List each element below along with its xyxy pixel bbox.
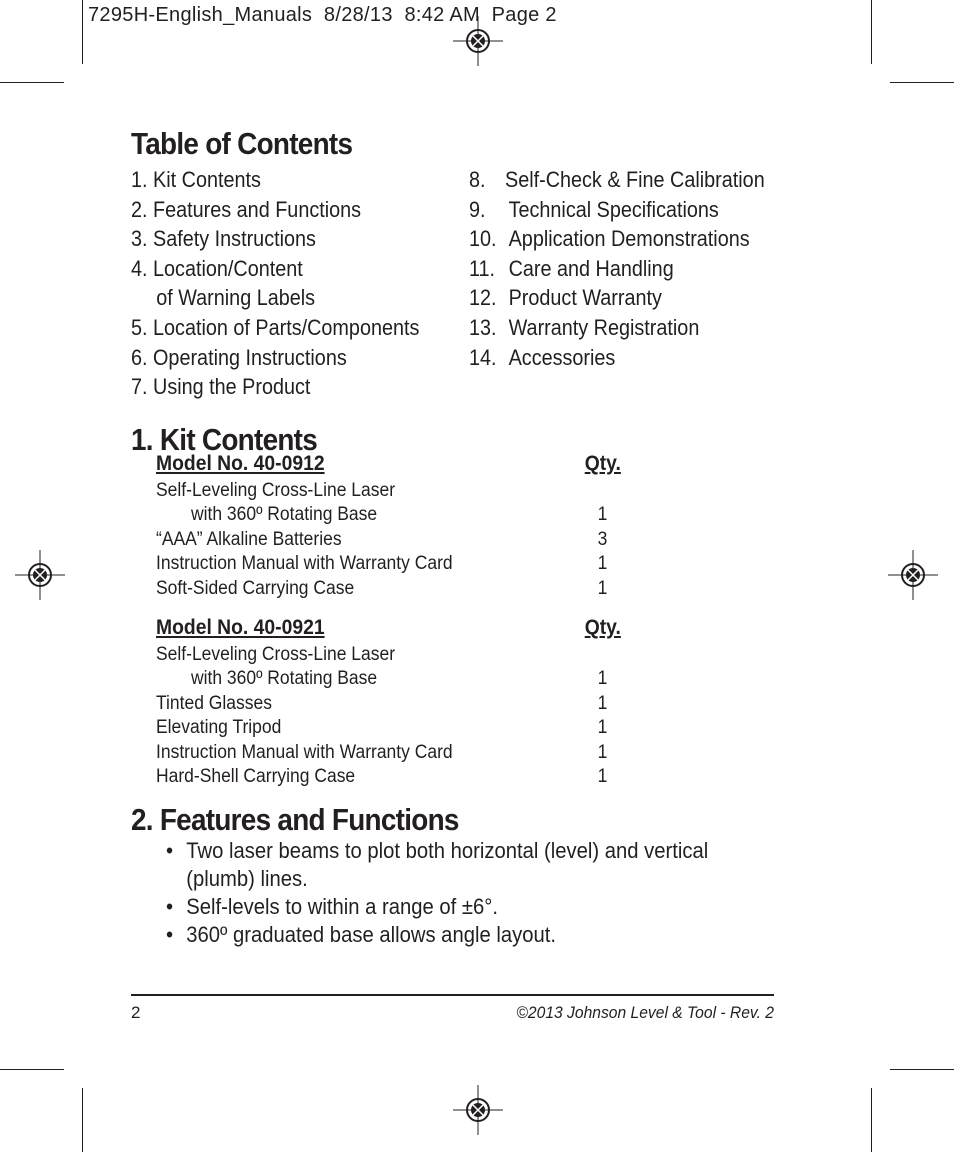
kit-item: Self-Leveling Cross-Line Laser (156, 644, 396, 665)
toc-item: 12. Product Warranty (469, 285, 662, 310)
copyright: ©2013 Johnson Level & Tool - Rev. 2 (516, 1003, 774, 1022)
kit-qty: 1 (597, 693, 608, 714)
toc-item: 7. Using the Product (131, 374, 311, 399)
kit-item: Instruction Manual with Warranty Card (156, 742, 453, 763)
page-number: 2 (131, 1003, 141, 1022)
kit-item: with 360º Rotating Base (190, 504, 378, 525)
crop-mark (890, 82, 954, 83)
toc-item: 6. Operating Instructions (131, 345, 347, 370)
kit-contents-heading: 1. Kit Contents (131, 422, 318, 457)
toc-item: 1. Kit Contents (131, 167, 261, 192)
kit-qty: 1 (597, 766, 608, 787)
kit-item: Hard-Shell Carrying Case (156, 766, 356, 787)
toc-item: 9. Technical Specifications (469, 197, 719, 222)
kit-qty: 1 (597, 742, 608, 763)
registration-mark-icon (453, 1085, 503, 1135)
printer-slug: 7295H-English_Manuals 8/28/13 8:42 AM Page 2 (88, 4, 557, 26)
kit-item: Tinted Glasses (156, 693, 272, 714)
feature-bullet: • Two laser beams to plot both horizontal (level) and vertical (plumb) lines. (166, 837, 757, 893)
qty-header: Qty. (584, 616, 621, 639)
toc-item: 14. Accessories (469, 345, 616, 370)
footer-rule (131, 994, 774, 996)
kit-item: “AAA” Alkaline Batteries (156, 529, 342, 550)
crop-mark (890, 1069, 954, 1070)
kit-qty: 1 (597, 553, 608, 574)
kit-item: Self-Leveling Cross-Line Laser (156, 480, 396, 501)
crop-mark (871, 0, 872, 64)
toc-title: Table of Contents (131, 126, 353, 161)
registration-mark-icon (15, 550, 65, 600)
kit-qty: 1 (597, 578, 608, 599)
toc-item: 13. Warranty Registration (469, 315, 700, 340)
feature-bullet: • Self-levels to within a range of ±6°. (166, 893, 757, 921)
model-number: Model No. 40-0912 (156, 452, 325, 475)
crop-mark (871, 1088, 872, 1152)
toc-item: of Warning Labels (156, 285, 316, 310)
kit-item: Soft-Sided Carrying Case (156, 578, 355, 599)
registration-mark-icon (453, 16, 503, 66)
crop-mark (0, 1069, 64, 1070)
crop-mark (82, 1088, 83, 1152)
toc-item: 3. Safety Instructions (131, 226, 316, 251)
kit-item: Elevating Tripod (156, 717, 282, 738)
registration-mark-icon (888, 550, 938, 600)
feature-bullet: • 360º graduated base allows angle layout. (166, 921, 757, 949)
crop-mark (0, 82, 64, 83)
toc-item: 10. Application Demonstrations (469, 226, 750, 251)
toc-item: 8. Self-Check & Fine Calibration (469, 167, 765, 192)
toc-item: 2. Features and Functions (131, 197, 362, 222)
toc-item: 5. Location of Parts/Components (131, 315, 420, 340)
kit-qty: 1 (597, 717, 608, 738)
kit-item: Instruction Manual with Warranty Card (156, 553, 453, 574)
qty-header: Qty. (584, 452, 621, 475)
kit-qty: 3 (597, 529, 608, 550)
features-list (166, 837, 757, 949)
kit-qty: 1 (597, 668, 608, 689)
kit-item: with 360º Rotating Base (190, 668, 378, 689)
toc-item: 4. Location/Content (131, 256, 303, 281)
toc-item: 11. Care and Handling (469, 256, 674, 281)
model-number: Model No. 40-0921 (156, 616, 325, 639)
crop-mark (82, 0, 83, 64)
features-heading: 2. Features and Functions (131, 802, 459, 837)
kit-qty: 1 (597, 504, 608, 525)
